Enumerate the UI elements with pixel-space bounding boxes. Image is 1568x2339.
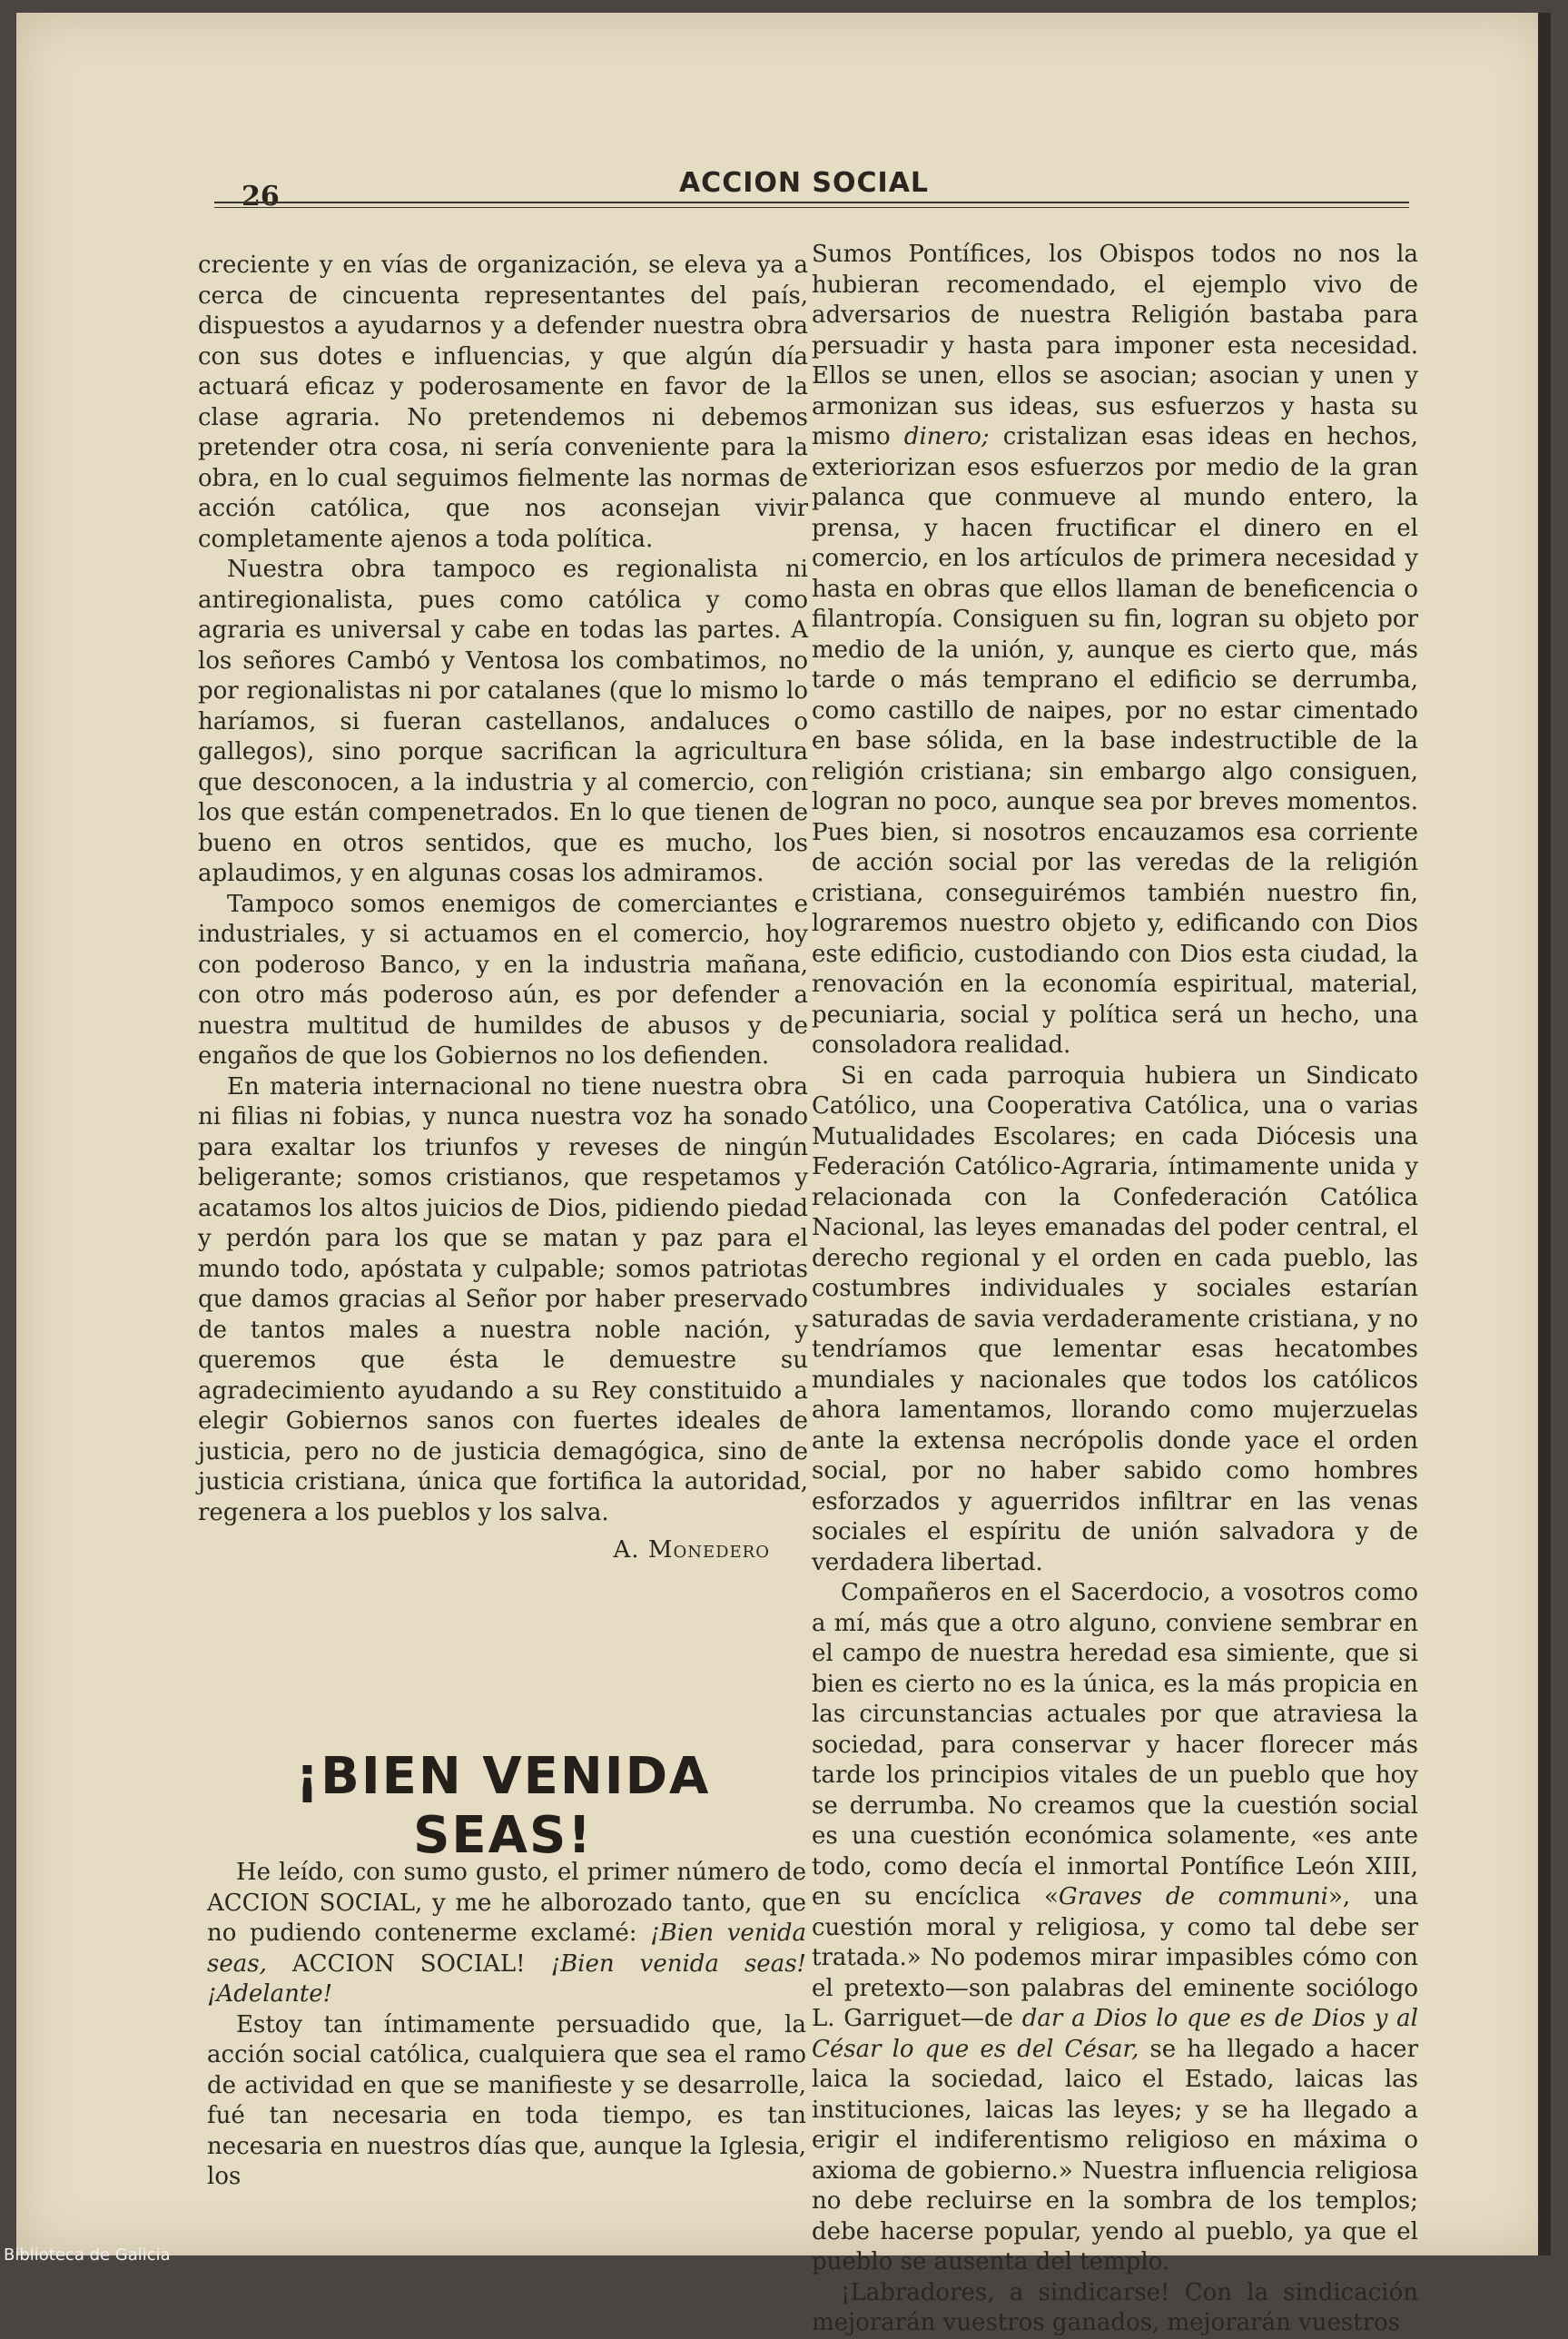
- italic-run: ¡Bien venida seas,: [207, 1920, 807, 1978]
- running-head: ACCION SOCIAL: [678, 167, 930, 199]
- italic-run: Graves de communi: [1058, 1883, 1329, 1910]
- text-run: Compañeros en el Sacerdocio, a vosotros como a mí, más que a otro alguno, conviene sembrar en el campo de nuestra heredad esa simiente, que si bien es cierto no es la única, es la más propicia en las circunstancias actuales por que atraviesa la sociedad, para conservar y hacer florecer más tarde los principios vitales de un pueblo que hoy se derrumba. No creamos que la cuestión social es una cuestión económica solamente, «es ante todo, como decía el inmortal Pontífice León XIII, en su encíclica «: [812, 1579, 1418, 1910]
- article-paragraph: Nuestra obra tampoco es regionalista ni antiregionalista, pues como católica y como agraria es universal y cabe en todas las partes. A los señores Cambó y Ventosa los combatimos, no por regionalistas ni por catalanes (que lo mismo lo haríamos, si fueran castellanos, andaluces o gallegos), sino porque sacrifican la agricultura que desconocen, a la industria y al comercio, con los que están compenetrados. En lo que tienen de bueno en otros sentidos, que es mucho, los aplaudimos, y en algunas cosas los admiramos.: [198, 556, 808, 887]
- italic-run: ¡Bien venida seas! ¡Adelante!: [207, 1949, 806, 2008]
- italic-run: dinero;: [903, 423, 990, 450]
- library-watermark: Biblioteca de Galicia: [4, 2245, 171, 2265]
- header-rule: [214, 202, 1409, 208]
- text-run: cristalizan esas ideas en hechos, exteriorizan esos esfuerzos por medio de la gran palanca que conmueve al mundo entero, la prensa, y hacen fructificar el dinero en el comercio, en los artículos de primera necesidad y hasta en obras que ellos llaman de beneficencia o filantropía. Consiguen su fin, logran su objeto por medio de la unión, y, aunque es cierto que, más tarde o más temprano el edificio se derrumba, como castillo de naipes, por no estar cimentado en base sólida, en la base indestructible de la religión cristiana; sin embargo algo consiguen, logran no poco, aunque sea por breves momentos. Pues bien, si nosotros encauzamos esa corriente de acción social por las veredas de la religión cristiana, conseguirémos también nuestro fin, lograremos nuestro objeto y, edificando con Dios este edificio, custodiando con Dios esta ciudad, la renovación en la economía espiritual, material, pecuniaria, social y política será un hecho, una consoladora realidad.: [812, 423, 1418, 1059]
- italic-run: dar a Dios lo que es de Dios y al César lo que es del César,: [812, 2005, 1418, 2063]
- article-headline: ¡BIEN VENIDA SEAS!: [295, 1747, 711, 1865]
- article-paragraph: Tampoco somos enemigos de comerciantes e industriales, y si actuamos en el comercio, hoy con poderoso Banco, y en la industria mañana, con otro más poderoso aún, es por defender a nuestra multitud de humildes de abusos y de engaños de que los Gobiernos no los defienden.: [198, 890, 808, 1070]
- right-column: [812, 240, 1418, 2339]
- text-run: », una cuestión moral y religiosa, y como tal debe ser tratada.» No podemos mirar impasibles cómo con el pretexto—son palabras del eminente sociólogo L. Garriguet—de: [812, 1883, 1419, 2032]
- article-paragraph: ¡Labradores, a sindicarse! Con la sindicación mejorarán vuestros ganados, mejorarán vuestros: [812, 2278, 1418, 2336]
- text-run: He leído, con sumo gusto, el primer número de ACCION SOCIAL, y me he alborozado tanto, que no pudiendo contenerme exclamé:: [207, 1859, 806, 1947]
- text-run: ACCION SOCIAL!: [266, 1949, 551, 1978]
- article-paragraph: Estoy tan íntimamente persuadido que, la acción social católica, cualquiera que sea el ramo de actividad en que se manifieste y se desarrolle, fué tan necesaria en toda tiempo, es tan necesaria en nuestros días que, aunque la Iglesia, los: [207, 2010, 806, 2190]
- page-edge: [1538, 13, 1551, 2255]
- article-paragraph: Si en cada parroquia hubiera un Sindicato Católico, una Cooperativa Católica, una o varias Mutualidades Escolares; en cada Diócesis una Federación Católico-Agraria, íntimamente unida y relacionada con la Confederación Católica Nacional, las leyes emanadas del poder central, el derecho regional y el orden en cada pueblo, las costumbres individuales y sociales estarían saturadas de savia verdaderamente cristiana, y no tendríamos que lementar esas hecatombes mundiales y nacionales que todos los católicos ahora lamentamos, llorando como mujerzuelas ante la extensa necrópolis donde yace el orden social, por no haber sabido como hombres esforzados y aguerridos infiltrar en las venas sociales el espíritu de unión salvadora y de verdadera libertad.: [812, 1061, 1418, 1576]
- article-paragraph: creciente y en vías de organización, se eleva ya a cerca de cincuenta representantes del país, dispuestos a ayudarnos y a defender nuestra obra con sus dotes e influencias, y que algún día actuará eficaz y poderosamente en favor de la clase agraria. No pretendemos ni debemos pretender otra cosa, ni sería conveniente para la obra, en lo cual seguimos fielmente las normas de acción católica, que nos aconsejan vivir completamente ajenos a toda política.: [198, 252, 808, 553]
- article-paragraph: [207, 1858, 806, 2010]
- page-number: 26: [242, 181, 280, 212]
- article-paragraph: [812, 1578, 1418, 2278]
- text-run: Sumos Pontífices, los Obispos todos no nos la hubieran recomendado, el ejemplo vivo de adversarios de nuestra Religión bastaba para persuadir y hasta para imponer esta necesidad. Ellos se unen, ellos se asocian; asocian y unen y armonizan sus ideas, sus esfuerzos y hasta su mismo: [812, 241, 1418, 450]
- left-column-second-article: [207, 1858, 806, 2193]
- article-paragraph: [812, 240, 1418, 1061]
- text-run: se ha llegado a hacer laica la sociedad, laico el Estado, laicas las instituciones, laicas las leyes; y se ha llegado a erigir el indiferentismo religioso en máxima o axioma de gobierno.» Nuestra influencia religiosa no debe recluirse en la sombra de los templos; debe hacerse popular, yendo al pueblo, ya que el pueblo se ausenta del templo.: [812, 2035, 1418, 2275]
- left-column-article: [198, 251, 808, 1566]
- page-header: [198, 167, 1410, 212]
- article-paragraph: En materia internacional no tiene nuestra obra ni filias ni fobias, y nunca nuestra voz ha sonado para exaltar los triunfos y reveses de ningún beligerante; somos cristianos, que respetamos y acatamos los altos juicios de Dios, pidiendo piedad y perdón para los que se matan y paz para el mundo todo, apóstata y culpable; somos patriotas que damos gracias al Señor por haber preservado de tantos males a nuestra noble nación, y queremos que ésta le demuestre su agradecimiento ayudando a su Rey constituido a elegir Gobiernos sanos con fuertes ideales de justicia, pero no de justicia demagógica, sino de justicia cristiana, única que fortifica la autoridad, regenera a los pueblos y los salva.: [198, 1072, 808, 1526]
- author-signature: A. Monedero: [613, 1536, 770, 1564]
